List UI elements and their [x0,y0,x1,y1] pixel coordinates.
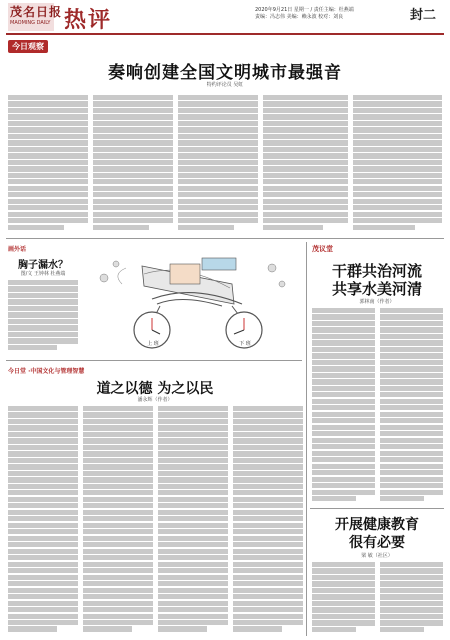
culture-column-2 [83,406,153,634]
culture-column-1 [8,406,78,634]
culture-column-3 [158,406,228,634]
right-article-title-line2: 共享水美河清 [331,280,422,298]
wheel-left-label: 上 班 [147,341,159,347]
right-column-label: 茂议堂 [312,245,333,253]
culture-title: 道之以德 为之以民 [96,381,214,397]
today-column-label: 今日观察 [8,40,48,53]
right-article-column-1 [312,308,375,504]
lead-article-column-1 [8,95,88,235]
health-article-byline: 梁 敏（社区） [361,553,393,559]
cartoon-illustration [82,244,300,356]
cartoon-label: 画外话 [8,246,27,253]
lead-article-column-5 [353,95,442,235]
lead-article-column-3 [178,95,258,235]
culture-byline: 潘永辉（作者） [137,397,173,403]
culture-column-4 [233,406,303,634]
lead-article-title: 奏响创建全国文明城市最强音 [108,63,342,83]
health-article-title-line1: 开展健康教育 [335,517,419,533]
cartoon-title: 胸子漏水？ [18,260,68,271]
right-article-divider [310,508,444,509]
sidebar-divider [306,242,307,636]
cartoon-byline: 图/文 王钟林 杜燕端 [20,271,66,277]
lead-article-byline: 特约评论员 吴虹 [206,82,244,88]
health-article-title-line2: 很有必要 [349,535,405,551]
wheel-right-label: 下 班 [239,341,251,347]
health-article-column-2 [380,562,443,636]
page-number: 封二 [410,8,437,23]
lead-article-column-4 [263,95,348,235]
logo-chinese: 茂名日报 [10,5,63,19]
cartoon-drawing [82,244,300,356]
cartoon-divider [6,360,302,361]
section-divider [6,238,444,239]
section-title: 热评 [64,7,113,33]
lead-article-column-2 [93,95,173,235]
right-article-byline: 郭林南（作者） [359,299,395,305]
page-header [0,0,450,34]
header-rule [6,33,444,35]
logo-english: MAOMING DAILY [10,20,51,26]
issue-meta-1: 2020年9月21日 星期一 / 责任主编：杜燕端 [255,7,354,13]
right-article-column-2 [380,308,443,504]
right-article-title-line1: 干群共治河流 [331,262,422,280]
culture-label: 今日堂 ·中国文化与管理智慧 [8,368,85,375]
health-article-column-1 [312,562,375,636]
issue-meta-2: 责编：冯志伟 美编：赖永波 校对：刘良 [255,14,344,20]
cartoon-caption-text [8,280,78,360]
